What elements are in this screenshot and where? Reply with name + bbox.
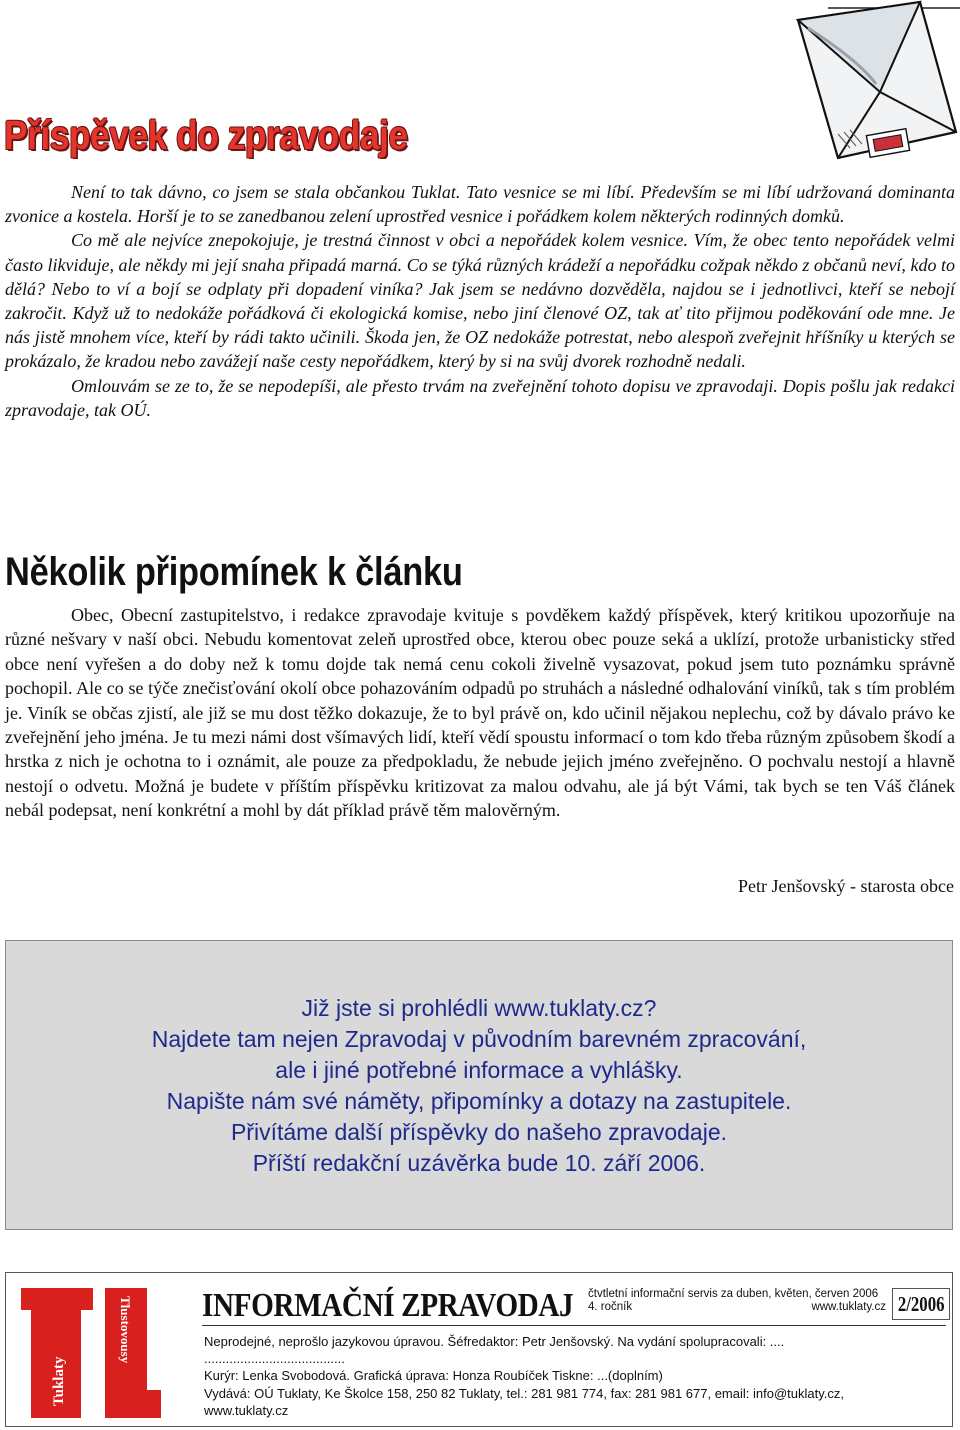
article-paragraph: Co mě ale nejvíce znepokojuje, je trestná činnost v obci a nepořádek kolem vesnice. Vím, že obec tento nepořádek velmi často likviduje, ale někdy mi její snaha připadá marná. Co se týká různých krádeží a nepořádku cožpak někdo z občanů neví, kdo to dělá? Nebo to ví a bojí se odplaty při dopadení viníka? Jak jsem se nedávno dozvěděla, najdou se i jednotlivci, kteří se nebojí zakročit. Když už to nedokáže pořádková či ekologická komise, nebo jiní členové OZ, tak ať tito přijmou poděkování ode mne. Je nás jistě mnohem více, kteří by rádi takto učinili. Škoda jen, že OZ nedokáže potrestat, nebo alespoň zveřejnit hříšníky u kterých se prokázalo, že kradou nebo zavážejí naše cesty nepořádkem, který by si na svůj dvorek rozhodně nedali. [5, 230, 955, 372]
issue-info [588, 1288, 886, 1314]
issue-number [892, 1288, 950, 1320]
logo-text-right: Tlustovousy [118, 1296, 133, 1364]
article-body [5, 180, 955, 422]
response-paragraph: Obec, Obecní zastupitelstvo, i redakce zpravodaje kvituje s povděkem každý příspěvek, který kritikou upozorňuje na různé nešvary v naší obci. Nebudu komentovat zeleň uprostřed obce, kterou obec pouze seká a uklízí, protože urbanisticky střed obce není vyřešen a do doby než k tomu dojde tak nemá cenu cokoli živelně vysazovat, pokud jsem tuto poznámku správně pochopil. Ale co se týče znečisťování okolí obce pohazováním odpadů po struhách a následné odhalování viníků, tak s tím problém je. Viník se občas zjistí, ale již se mu dost těžko dokazuje, že to byl právě on, kdo učinil nějakou neplechu, což by dávalo právo ke zveřejnění jeho jména. Je tu mezi námi dost všímavých lidí, kteří vědí spoustu informací o tom kdo třeba různým způsobem škodí a hrstka z nich je ochotna to i oznámit, ale pouze za předpokladu, že nebude jejich jméno zveřejněno. O pochvalu nestojí a hlavně nestojí o odvetu. Možná je budete v příštím příspěvku kritizovat za malou odvahu, ale já být Vámi, tak bych se ten Váš článek nebál podepsat, není konkrétní a mohl by dát příklad právě těm malověrným. [5, 605, 955, 821]
divider [202, 1325, 946, 1326]
envelope-illustration [768, 0, 960, 170]
issue-period: čtvtletní informační servis za duben, květen, červen 2006 [588, 1288, 879, 1300]
issue-year: 4. ročník [588, 1301, 633, 1313]
credits-line: ....................................... [204, 1351, 345, 1367]
article-paragraph: Není to tak dávno, co jsem se stala občankou Tuklat. Tato vesnice se mi líbí. Především se mi líbí udržovaná dominanta zvonice a kostela. Horší je to se zanedbanou zelení uprostřed vesnice i pořádkem kolem některých rodinných domků. [5, 182, 955, 227]
promo-line: Již jste si prohlédli www.tuklaty.cz? [301, 995, 657, 1021]
issue-website: www.tuklaty.cz [811, 1301, 886, 1313]
logo-text-left: Tuklaty [51, 1356, 67, 1406]
credits-line: Kurýr: Lenka Svobodová. Grafická úprava: Honza Roubíček Tiskne: ...(doplním) [204, 1368, 663, 1384]
tuklaty-logo [21, 1288, 161, 1418]
article-paragraph: Omlouvám se ze to, že se nepodepíši, ale přesto trvám na zveřejnění tohoto dopisu ve zpravodaji. Dopis pošlu jak redakci zpravodaje, tak OÚ. [5, 375, 955, 420]
masthead-title: INFORMAČNÍ ZPRAVODAJ [202, 1287, 574, 1324]
response-body [5, 603, 955, 823]
promo-line: Příští redakční uzávěrka bude 10. září 2006. [252, 1150, 706, 1176]
promo-line: Najdete tam nejen Zpravodaj v původním barevném zpracování, [151, 1026, 807, 1052]
credits-line: Neprodejné, neprošlo jazykovou úpravou. Šéfredaktor: Petr Jenšovský. Na vydání spolupracovali: .... [204, 1334, 785, 1349]
article-title: Příspěvek do zpravodaje [4, 112, 408, 158]
issue-number-text: 2/2006 [897, 1291, 945, 1316]
website-promo-box [5, 940, 953, 1230]
credits [204, 1333, 948, 1419]
signature: Petr Jenšovský - starosta obce [738, 876, 954, 896]
credits-line: Vydává: OÚ Tuklaty, Ke Školce 158, 250 82 Tuklaty, tel.: 281 981 774, fax: 281 981 677, email: info@tuklaty.cz, [204, 1385, 844, 1401]
promo-line: ale i jiné potřebné informace a vyhlášky. [275, 1057, 683, 1083]
response-title: Několik připomínek k článku [5, 550, 463, 594]
credits-line: www.tuklaty.cz [204, 1402, 289, 1418]
promo-line: Přivítáme další příspěvky do našeho zpravodaje. [230, 1119, 728, 1145]
newsletter-masthead [5, 1272, 953, 1427]
promo-line: Napište nám své náměty, připomínky a dotazy na zastupitele. [166, 1088, 792, 1114]
